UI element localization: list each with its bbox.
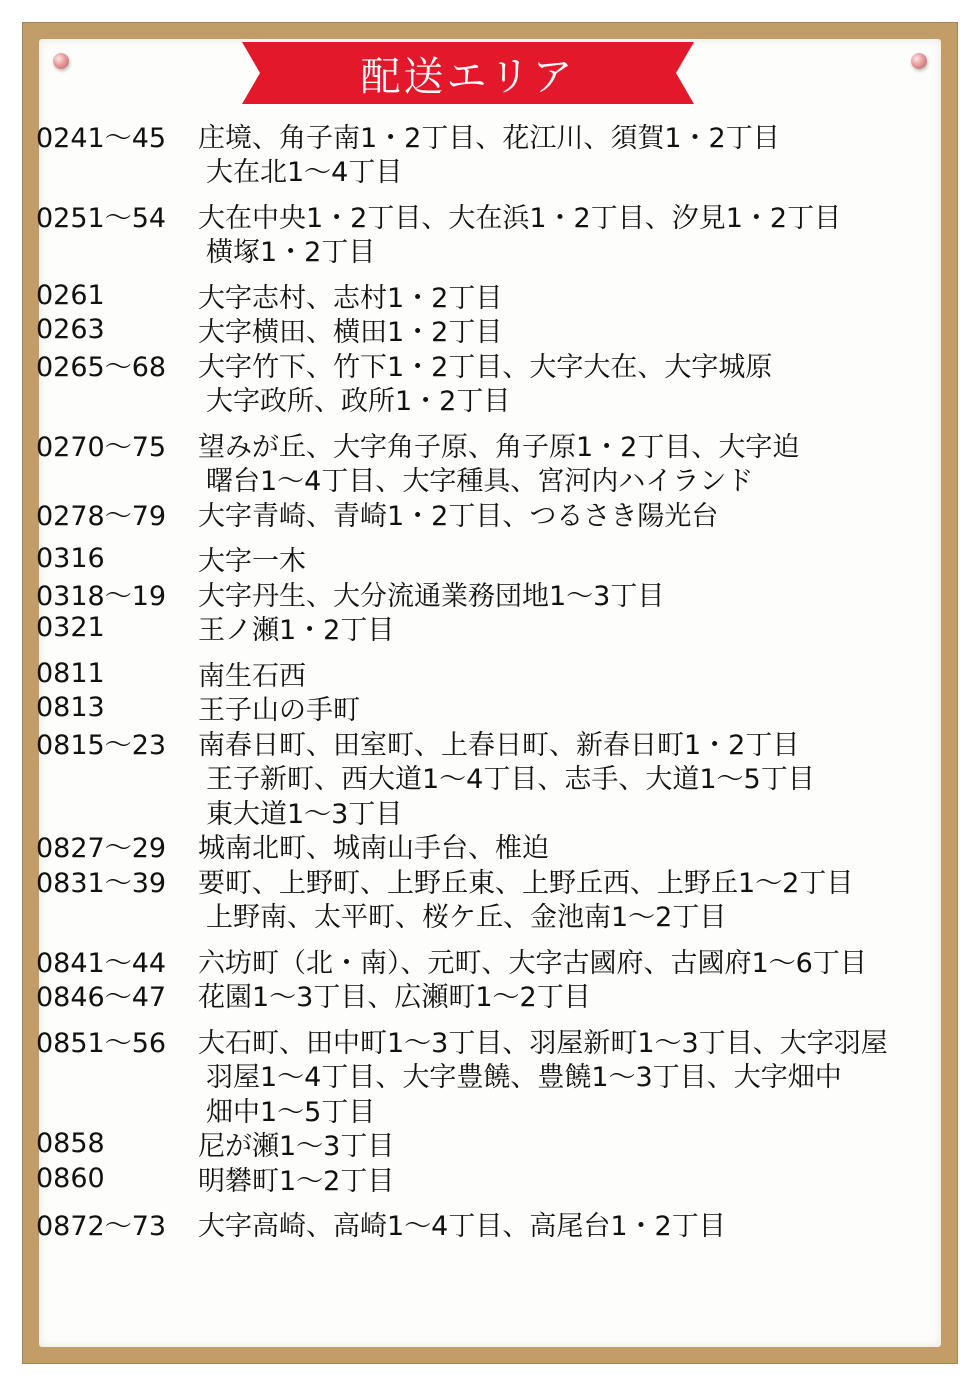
area-row	[36, 1161, 970, 1196]
area-group	[36, 198, 970, 267]
area-row	[36, 943, 970, 978]
area-row	[36, 725, 970, 760]
postal-code: 0263	[36, 314, 105, 346]
area-names: 大字一木	[198, 546, 306, 578]
delivery-area-list	[36, 118, 970, 1252]
area-row	[36, 863, 970, 898]
area-row	[36, 1127, 970, 1162]
postal-code: 0251～54	[36, 202, 167, 234]
area-names-continued: 大字政所、政所1・2丁目	[206, 386, 511, 418]
postal-code: 0846～47	[36, 982, 167, 1014]
area-group	[36, 943, 970, 1012]
area-row	[36, 118, 970, 153]
area-group	[36, 1023, 970, 1196]
area-row	[36, 1207, 970, 1242]
area-names: 尼が瀬1～3丁目	[198, 1131, 395, 1163]
area-group	[36, 427, 970, 531]
area-names: 望みが丘、大字角子原、角子原1・2丁目、大字迫	[198, 431, 800, 463]
area-row	[36, 656, 970, 691]
postal-code: 0278～79	[36, 500, 167, 532]
area-row	[36, 496, 970, 531]
postal-code: 0316	[36, 543, 105, 575]
area-names: 大石町、田中町1～3丁目、羽屋新町1～3丁目、大字羽屋	[198, 1027, 888, 1059]
postal-code: 0813	[36, 692, 105, 724]
area-names: 大在中央1・2丁目、大在浜1・2丁目、汐見1・2丁目	[198, 202, 842, 234]
area-names: 王子山の手町	[198, 695, 360, 727]
pushpin-icon	[53, 53, 69, 69]
postal-code: 0241～45	[36, 122, 167, 154]
area-names-continued: 畑中1～5丁目	[206, 1096, 376, 1128]
title-banner	[242, 42, 694, 104]
area-row	[36, 278, 970, 313]
area-row	[36, 576, 970, 611]
area-names: 南生石西	[198, 660, 306, 692]
area-names: 六坊町（北・南）、元町、大字古國府、古國府1～6丁目	[198, 947, 867, 979]
area-group	[36, 278, 970, 416]
area-names-continued: 王子新町、西大道1～4丁目、志手、大道1～5丁目	[206, 764, 815, 796]
area-row	[36, 1023, 970, 1058]
postal-code: 0827～29	[36, 833, 167, 865]
postal-code: 0265～68	[36, 351, 167, 383]
postal-code: 0321	[36, 612, 105, 644]
area-names-continued: 横塚1・2丁目	[206, 237, 376, 269]
postal-code: 0858	[36, 1128, 105, 1160]
area-names: 大字青崎、青崎1・2丁目、つるさき陽光台	[198, 500, 719, 532]
area-names-continued: 大在北1～4丁目	[206, 157, 403, 189]
postal-code: 0851～56	[36, 1027, 167, 1059]
page-title: 配送エリア	[360, 53, 576, 100]
postal-code: 0270～75	[36, 431, 167, 463]
area-names-continued: 上野南、太平町、桜ケ丘、金池南1～2丁目	[206, 902, 727, 934]
area-group	[36, 1207, 970, 1242]
area-row	[36, 313, 970, 348]
area-row	[36, 691, 970, 726]
area-names: 大字横田、横田1・2丁目	[198, 317, 503, 349]
area-names-continued: 羽屋1～4丁目、大字豊饒、豊饒1～3丁目、大字畑中	[206, 1062, 842, 1094]
area-names: 大字高崎、高崎1～4丁目、高尾台1・2丁目	[198, 1211, 726, 1243]
postal-code: 0860	[36, 1162, 105, 1194]
area-names: 大字志村、志村1・2丁目	[198, 282, 503, 314]
pushpin-icon	[911, 53, 927, 69]
postal-code: 0841～44	[36, 947, 167, 979]
area-names-continued: 東大道1～3丁目	[206, 798, 403, 830]
area-group	[36, 118, 970, 187]
postal-code: 0318～19	[36, 580, 167, 612]
area-row	[36, 542, 970, 577]
area-row	[36, 978, 970, 1013]
postal-code: 0831～39	[36, 867, 167, 899]
postal-code: 0261	[36, 279, 105, 311]
area-names: 明礬町1～2丁目	[198, 1165, 395, 1197]
area-row	[36, 198, 970, 233]
area-row	[36, 611, 970, 646]
area-row	[36, 829, 970, 864]
area-group	[36, 542, 970, 646]
area-names: 南春日町、田室町、上春日町、新春日町1・2丁目	[198, 729, 800, 761]
area-names: 王ノ瀬1・2丁目	[198, 615, 395, 647]
postal-code: 0872～73	[36, 1211, 167, 1243]
area-names: 花園1～3丁目、広瀬町1～2丁目	[198, 982, 591, 1014]
area-names: 要町、上野町、上野丘東、上野丘西、上野丘1～2丁目	[198, 867, 854, 899]
area-row	[36, 347, 970, 382]
postal-code: 0811	[36, 657, 105, 689]
postal-code: 0815～23	[36, 729, 167, 761]
area-group	[36, 656, 970, 932]
area-names: 大字竹下、竹下1・2丁目、大字大在、大字城原	[198, 351, 773, 383]
area-names-continued: 曙台1～4丁目、大字種具、宮河内ハイランド	[206, 466, 754, 498]
area-names: 城南北町、城南山手台、椎迫	[198, 833, 549, 865]
area-row	[36, 427, 970, 462]
area-names: 大字丹生、大分流通業務団地1～3丁目	[198, 580, 665, 612]
area-names: 庄境、角子南1・2丁目、花江川、須賀1・2丁目	[198, 122, 780, 154]
